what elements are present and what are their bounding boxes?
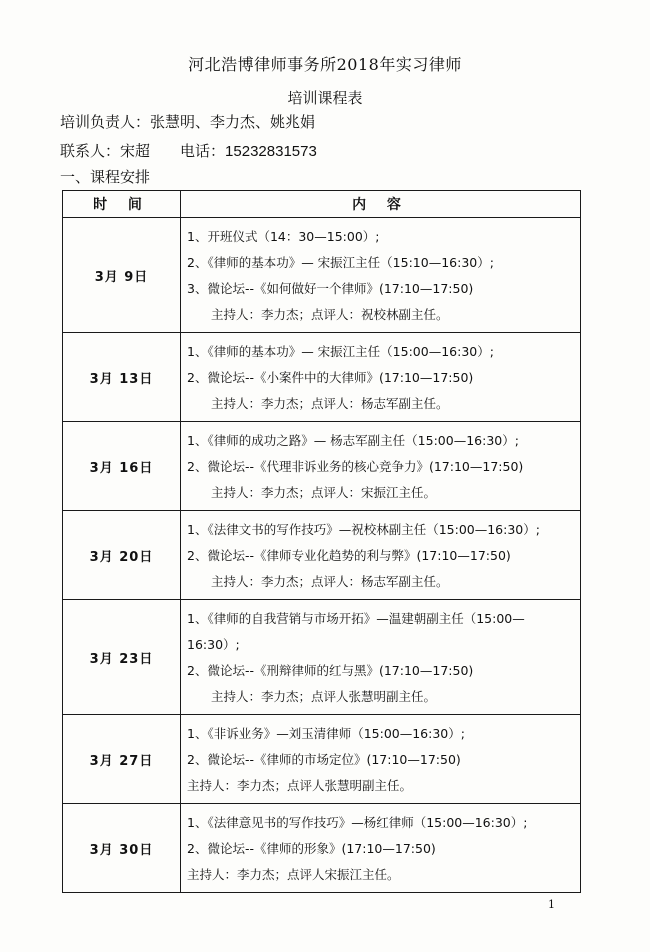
schedule-body (63, 218, 581, 893)
document-title: 河北浩博律师事务所2018年实习律师 (188, 55, 462, 74)
session-item: 1、《律师的基本功》— 宋振江主任（15:00—16:30）; (187, 344, 494, 359)
session-content (181, 218, 581, 333)
session-item: 1、开班仪式（14：30—15:00）; (187, 229, 380, 244)
table-row (63, 218, 581, 333)
host-reviewer-line: 主持人：李力杰；点评人：杨志军副主任。 (211, 396, 449, 411)
host-reviewer-line: 主持人：李力杰；点评人张慧明副主任。 (211, 689, 437, 704)
session-content (181, 333, 581, 422)
table-row (63, 333, 581, 422)
page-number: 1 (548, 898, 555, 911)
session-item: 1、《律师的成功之路》— 杨志军副主任（15:00—16:30）; (187, 433, 519, 448)
session-item: 3、微论坛--《如何做好一个律师》(17:10—17:50) (187, 281, 474, 296)
session-date: 3月 9日 (63, 218, 181, 333)
contact-line (60, 140, 317, 161)
session-item: 2、《律师的基本功》— 宋振江主任（15:10—16:30）; (187, 255, 494, 270)
session-content (181, 511, 581, 600)
contact-label: 联系人： (60, 142, 121, 160)
session-item: 2、微论坛--《律师的形象》(17:10—17:50) (187, 841, 436, 856)
table-row (63, 600, 581, 715)
table-row (63, 422, 581, 511)
session-date: 3月 27日 (63, 715, 181, 804)
session-content (181, 715, 581, 804)
table-row (63, 511, 581, 600)
responsible-label: 培训负责人： (60, 113, 151, 131)
session-date: 3月 23日 (63, 600, 181, 715)
section-heading: 一、课程安排 (60, 168, 151, 186)
document-subtitle: 培训课程表 (287, 89, 363, 107)
session-item: 1、《非诉业务》—刘玉清律师（15:00—16:30）; (187, 726, 465, 741)
session-content (181, 804, 581, 893)
session-item: 2、微论坛--《律师专业化趋势的利与弊》(17:10—17:50) (187, 548, 511, 563)
session-content (181, 600, 581, 715)
header-time: 时 间 (63, 191, 181, 218)
table-row (63, 715, 581, 804)
host-reviewer-line: 主持人：李力杰；点评人：祝校林副主任。 (211, 307, 449, 322)
host-reviewer-line: 主持人：李力杰；点评人宋振江主任。 (187, 867, 400, 882)
session-item: 2、微论坛--《刑辩律师的红与黑》(17:10—17:50) (187, 663, 474, 678)
session-item: 2、微论坛--《小案件中的大律师》(17:10—17:50) (187, 370, 474, 385)
table-row (63, 804, 581, 893)
responsible-line (60, 111, 315, 132)
session-date: 3月 30日 (63, 804, 181, 893)
session-item: 1、《律师的自我营销与市场开拓》—温建朝副主任（15:00— (187, 611, 525, 626)
session-item: 16:30）; (187, 637, 240, 652)
schedule-table (62, 190, 581, 893)
session-date: 3月 13日 (63, 333, 181, 422)
phone-label: 电话： (180, 142, 226, 160)
session-item: 1、《法律意见书的写作技巧》—杨红律师（15:00—16:30）; (187, 815, 528, 830)
host-reviewer-line: 主持人：李力杰；点评人：宋振江主任。 (211, 485, 437, 500)
session-item: 2、微论坛--《代理非诉业务的核心竞争力》(17:10—17:50) (187, 459, 524, 474)
responsible-names: 张慧明、李力杰、姚兆娟 (150, 113, 316, 131)
table-header-row (63, 191, 581, 218)
phone-number: 15232831573 (225, 143, 317, 160)
header-content: 内 容 (181, 191, 581, 218)
session-date: 3月 20日 (63, 511, 181, 600)
session-date: 3月 16日 (63, 422, 181, 511)
host-reviewer-line: 主持人：李力杰；点评人：杨志军副主任。 (211, 574, 449, 589)
session-content (181, 422, 581, 511)
session-item: 1、《法律文书的写作技巧》—祝校林副主任（15:00—16:30）; (187, 522, 540, 537)
host-reviewer-line: 主持人：李力杰；点评人张慧明副主任。 (187, 778, 413, 793)
session-item: 2、微论坛--《律师的市场定位》(17:10—17:50) (187, 752, 461, 767)
contact-name: 宋超 (120, 142, 151, 160)
